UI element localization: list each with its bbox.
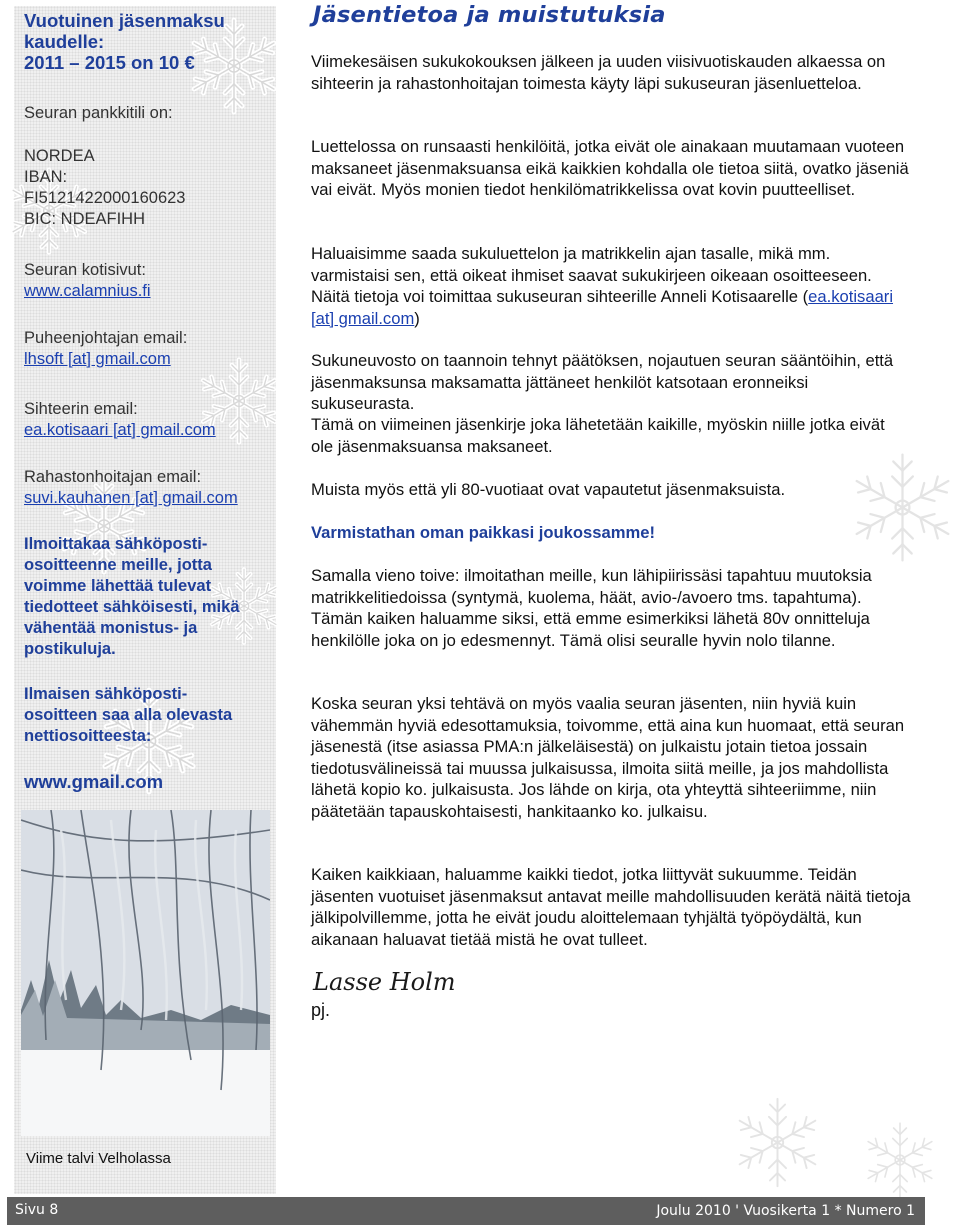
winter-photo bbox=[21, 810, 270, 1136]
paragraph: Muista myös että yli 80-vuotiaat ovat vapautetut jäsenmaksuista. bbox=[311, 480, 786, 499]
paragraph-text: ) bbox=[414, 308, 420, 328]
treasurer-email-block bbox=[24, 467, 274, 509]
page-footer bbox=[7, 1197, 925, 1225]
snowflake-icon bbox=[860, 1120, 940, 1200]
paragraph: Viimekesäisen sukukokouksen jälkeen ja uuden viisivuotiskauden alkaessa on sihteerin ja rahastonhoitajan toimesta käyty läpi sukuseuran jäsenluetteloa. bbox=[311, 52, 886, 93]
page-number: Sivu 8 bbox=[15, 1202, 59, 1218]
secretary-email-link[interactable]: ea.kotisaari [at] gmail.com bbox=[24, 421, 216, 439]
bic-value: BIC: NDEAFIHH bbox=[24, 210, 146, 228]
snowflake-icon bbox=[730, 1095, 825, 1190]
paragraph-text: Haluaisimme saada sukuluettelon ja matrikkelin ajan tasalle, mikä mm. varmistaisi sen, että oikeat ihmiset saavat sukukirjeen oikeaan osoitteeseen. Näitä tietoja voi toimittaa sukuseuran sihteerille Anneli Kotisaarelle ( bbox=[311, 244, 872, 306]
signature: Lasse Holm bbox=[313, 968, 456, 996]
gmail-link[interactable]: www.gmail.com bbox=[24, 771, 164, 792]
iban-label: IBAN: bbox=[24, 168, 68, 186]
iban-value: FI5121422000160623 bbox=[24, 189, 186, 207]
paragraph: Kaiken kaikkiaan, haluamme kaikki tiedot, jotka liittyvät sukuumme. Teidän jäsenten vuotuiset jäsenmaksut antavat meille mahdollisuuden kerätä näitä tietoja jälkipolvillemme, jotta he eivät joudu aloittelemaan tyhjältä työpöydältä, kun aikanaan haluavat tietää mistä he ovat tulleet. bbox=[311, 865, 911, 949]
bank-details bbox=[24, 146, 274, 230]
secretary-email-block bbox=[24, 399, 274, 441]
chair-email-label: Puheenjohtajan email: bbox=[24, 329, 188, 347]
bank-name: NORDEA bbox=[24, 147, 95, 165]
chair-email-block bbox=[24, 328, 274, 370]
paragraph: Luettelossa on runsaasti henkilöitä, jotka eivät ole ainakaan muutamaan vuoteen maksaneet jäsenmaksuansa eikä kaikkien kohdalla ole tietoa siitä, ovatko jäseniä vai eivät. Myös monien tiedot henkilömatrikkelissa ovat kovin puutteelliset. bbox=[311, 137, 909, 199]
secretary-email-label: Sihteerin email: bbox=[24, 400, 138, 418]
treasurer-email-label: Rahastonhoitajan email: bbox=[24, 468, 202, 486]
sidebar bbox=[14, 6, 276, 1194]
secretary-email-link[interactable]: ea.kotisaari [at] gmail.com bbox=[311, 287, 894, 328]
website-link[interactable]: www.calamnius.fi bbox=[24, 282, 151, 300]
paragraph: Tämä on viimeinen jäsenkirje joka lähetetään kaikille, myöskin niille jotka eivät ole jäsenmaksuansa maksaneet. bbox=[311, 415, 885, 456]
paragraph: Koska seuran yksi tehtävä on myös vaalia seuran jäsenten, niin hyviä kuin vähemmän hyviä edesottamuksia, toivomme, että aina kun huomaat, että seuran jäsenestä (itse asiassa PMA:n jälkeläisestä) on julkaistu jotain tietoa jossain tiedotusvälineissä tai muussa julkaisussa, ilmoita siitä meille, ja jos mahdollista lähetä kopio ko. julkaisusta. Jos lähde on kirja, ota yhteyttä sihteeriimme, niin päätetään tapauskohtaisesti, hankitaanko ko. julkaisu. bbox=[311, 694, 905, 821]
paragraph: Sukuneuvosto on taannoin tehnyt päätöksen, nojautuen seuran sääntöihin, että jäsenmaksunsa maksamatta jättäneet henkilöt katsotaan eronneiksi sukuseurasta. bbox=[311, 351, 894, 413]
website-block bbox=[24, 260, 274, 302]
chair-email-link[interactable]: lhsoft [at] gmail.com bbox=[24, 350, 171, 368]
highlight-paragraph: Varmistathan oman paikkasi joukossamme! bbox=[311, 523, 655, 542]
membership-fee-title: Vuotuinen jäsenmaksu kaudelle: 2011 – 2015 on 10 € bbox=[24, 10, 225, 73]
paragraph bbox=[311, 243, 911, 329]
article-heading: Jäsentietoa ja muistutuksia bbox=[313, 2, 666, 28]
free-email-notice: Ilmaisen sähköposti- osoitteen saa alla olevasta nettiosoitteesta: bbox=[24, 685, 233, 745]
snowflake-icon bbox=[845, 450, 960, 565]
website-label: Seuran kotisivut: bbox=[24, 261, 146, 279]
bank-label: Seuran pankkitili on: bbox=[24, 104, 173, 122]
signature-title: pj. bbox=[311, 1000, 331, 1020]
paragraph: Samalla vieno toive: ilmoitathan meille, kun lähipiirissäsi tapahtuu muutoksia matrikkelitiedoissa (syntymä, kuolema, häät, avio-/avoero tms. tapahtuma). Tämän kaiken haluamme siksi, että emme esimerkiksi lähetä 80v onnitteluja henkilölle joka on jo edesmennyt. Tämä olisi seuralle hyvin nolo tilanne. bbox=[311, 566, 872, 650]
issue-info: Joulu 2010 ' Vuosikerta 1 * Numero 1 bbox=[656, 1203, 915, 1219]
photo-caption: Viime talvi Velholassa bbox=[26, 1150, 171, 1167]
email-notice: Ilmoittakaa sähköposti- osoitteenne meille, jotta voimme lähettää tulevat tiedotteet sähköisesti, mikä vähentää monistus- ja postikuluja. bbox=[24, 535, 240, 658]
treasurer-email-link[interactable]: suvi.kauhanen [at] gmail.com bbox=[24, 489, 238, 507]
